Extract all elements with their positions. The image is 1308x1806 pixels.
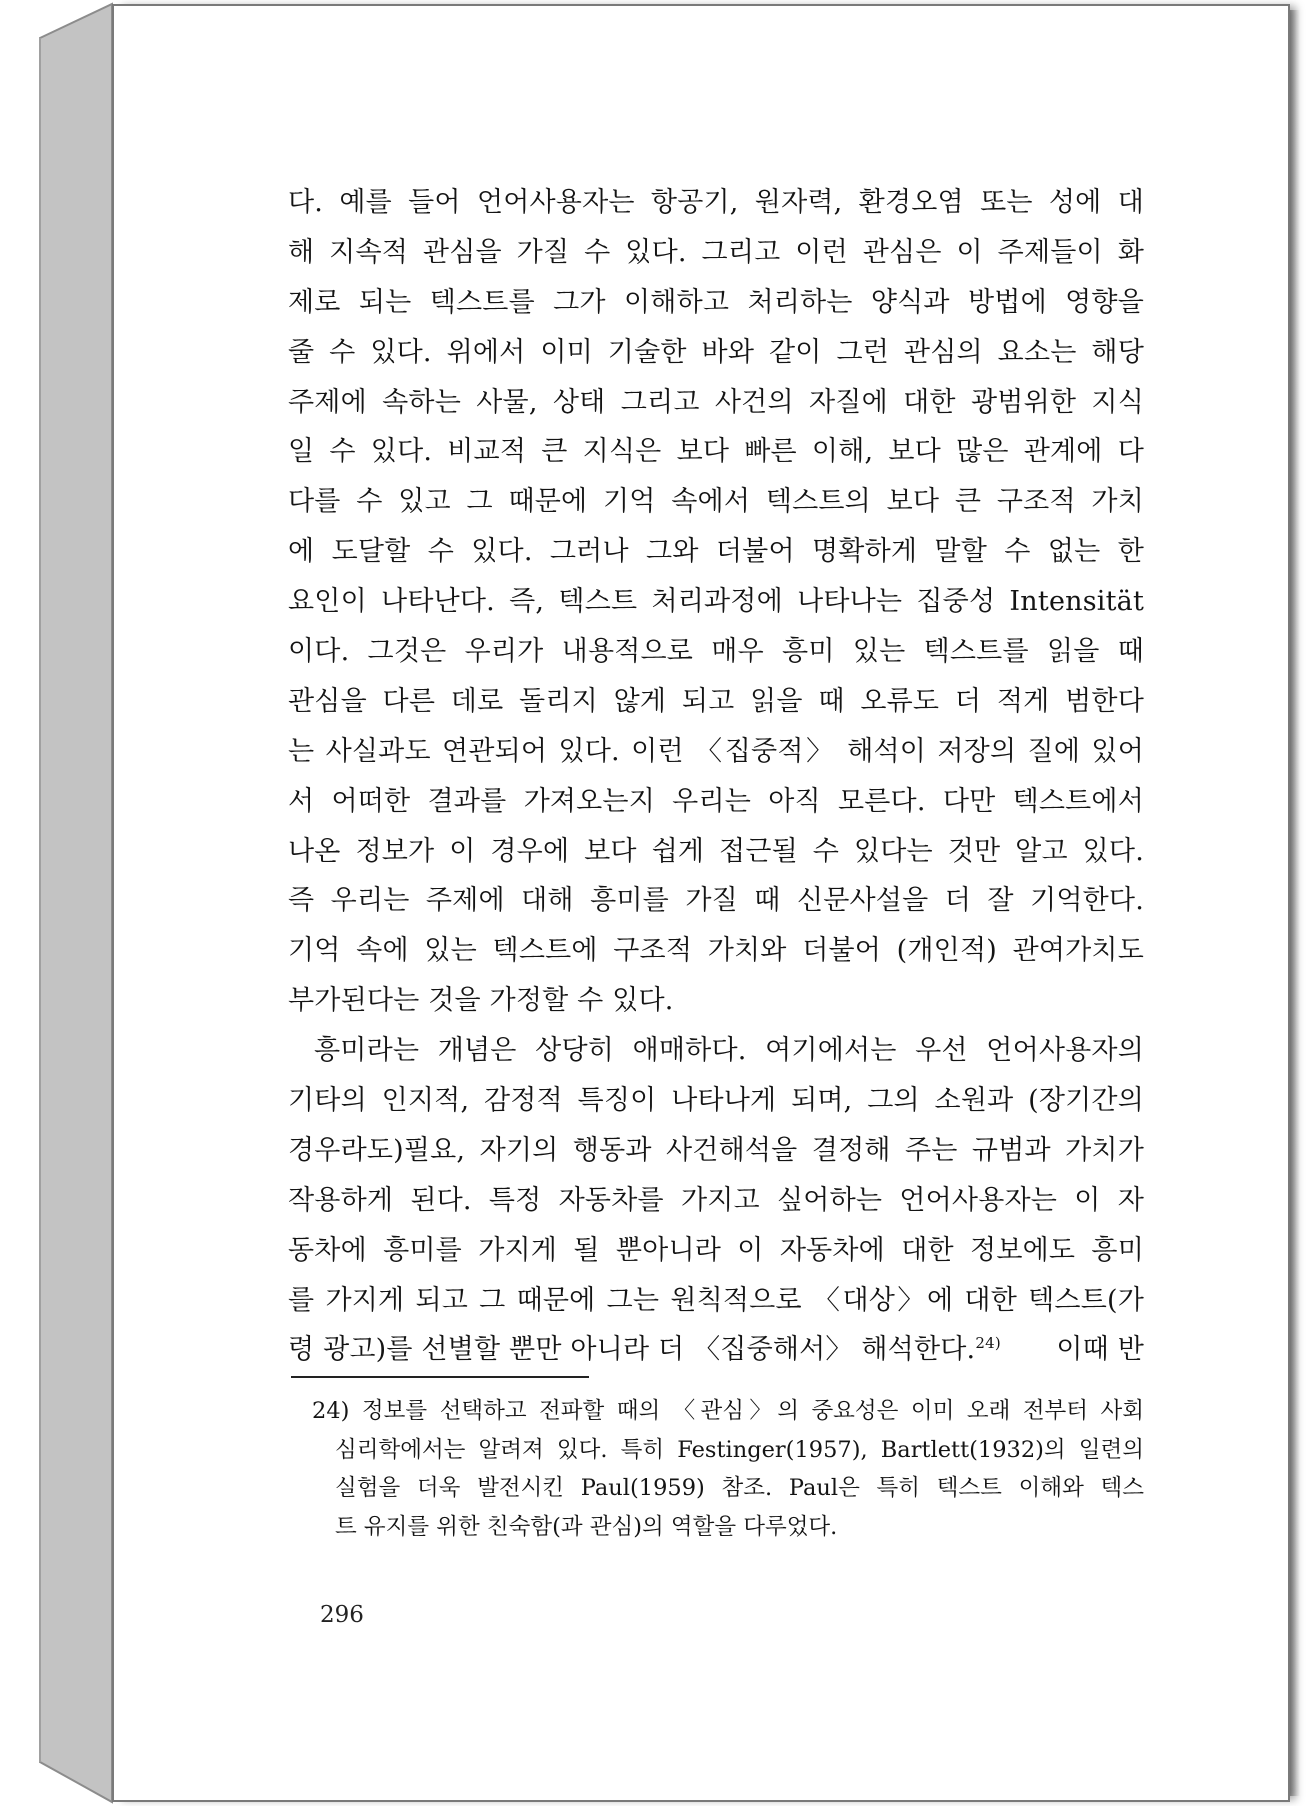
body-line: 해 지속적 관심을 가질 수 있다. 그리고 이런 관심은 이 주제들이 화 — [288, 236, 1144, 268]
footnote-line: 심리학에서는 알려져 있다. 특히 Festinger(1957), Bartlett(1932)의 일련의 — [335, 1436, 1144, 1463]
body-line: 요인이 나타난다. 즉, 텍스트 처리과정에 나타나는 집중성 Intensität — [288, 586, 1144, 618]
body-line: 관심을 다른 데로 돌리지 않게 되고 읽을 때 오류도 더 적게 범한다 — [288, 685, 1144, 717]
body-line: 는 사실과도 연관되어 있다. 이런 〈집중적〉 해석이 저장의 질에 있어 — [288, 735, 1144, 767]
body-line: 즉 우리는 주제에 대해 흥미를 가질 때 신문사설을 더 잘 기억한다. — [288, 885, 1144, 917]
body-line: 흥미라는 개념은 상당히 애매하다. 여기에서는 우선 언어사용자의 — [314, 1035, 1144, 1067]
body-line: 일 수 있다. 비교적 큰 지식은 보다 빠른 이해, 보다 많은 관계에 다 — [288, 436, 1144, 468]
body-line: 서 어떠한 결과를 가져오는지 우리는 아직 모른다. 다만 텍스트에서 — [288, 785, 1144, 817]
body-line: 줄 수 있다. 위에서 이미 기술한 바와 같이 그런 관심의 요소는 해당 — [288, 336, 1144, 368]
body-line: 다를 수 있고 그 때문에 기억 속에서 텍스트의 보다 큰 구조적 가치 — [288, 486, 1144, 518]
body-line: 제로 되는 텍스트를 그가 이해하고 처리하는 양식과 방법에 영향을 — [288, 286, 1144, 318]
body-line-part: 령 광고)를 선별할 뿐만 아니라 더 〈집중해서〉 해석한다. — [288, 1334, 976, 1366]
footnote-rule — [291, 1376, 589, 1378]
body-line: 부가된다는 것을 가정할 수 있다. — [288, 985, 674, 1017]
body-line: 동차에 흥미를 가지게 될 뿐아니라 이 자동차에 대한 정보에도 흥미 — [288, 1234, 1144, 1266]
main-text — [288, 178, 1144, 1375]
footnote-line: 24) 정보를 선택하고 전파할 때의 〈관심〉의 중요성은 이미 오래 전부터 사회 — [312, 1398, 1144, 1424]
body-line-text — [288, 1325, 1001, 1375]
body-line: 를 가지게 되고 그 때문에 그는 원칙적으로 〈대상〉에 대한 텍스트(가 — [288, 1284, 1144, 1316]
footnote-ref: 24) — [975, 1334, 1001, 1353]
footnotes — [312, 1392, 1144, 1546]
body-line-with-footnote-ref — [288, 1325, 1144, 1375]
body-line: 기타의 인지적, 감정적 특징이 나타나게 되며, 그의 소원과 (장기간의 — [288, 1085, 1144, 1117]
body-line: 에 도달할 수 있다. 그러나 그와 더불어 명확하게 말할 수 없는 한 — [288, 536, 1144, 568]
page-number: 296 — [320, 1602, 364, 1628]
body-line-tail: 이때 반 — [1056, 1334, 1144, 1366]
body-line: 이다. 그것은 우리가 내용적으로 매우 흥미 있는 텍스트를 읽을 때 — [288, 636, 1144, 668]
body-line: 작용하게 된다. 특정 자동차를 가지고 싶어하는 언어사용자는 이 자 — [288, 1184, 1144, 1216]
body-line: 기억 속에 있는 텍스트에 구조적 가치와 더불어 (개인적) 관여가치도 — [288, 935, 1144, 967]
body-line: 경우라도)필요, 자기의 행동과 사건해석을 결정해 주는 규범과 가치가 — [288, 1134, 1144, 1166]
body-line: 다. 예를 들어 언어사용자는 항공기, 원자력, 환경오염 또는 성에 대 — [288, 187, 1144, 218]
body-line: 주제에 속하는 사물, 상태 그리고 사건의 자질에 대한 광범위한 지식 — [288, 386, 1144, 418]
footnote-line: 트 유지를 위한 친숙함(과 관심)의 역할을 다루었다. — [335, 1513, 838, 1540]
body-line: 나온 정보가 이 경우에 보다 쉽게 접근될 수 있다는 것만 알고 있다. — [288, 835, 1144, 867]
footnote-line: 실험을 더욱 발전시킨 Paul(1959) 참조. Paul은 특히 텍스트 이해와 텍스 — [335, 1475, 1144, 1501]
